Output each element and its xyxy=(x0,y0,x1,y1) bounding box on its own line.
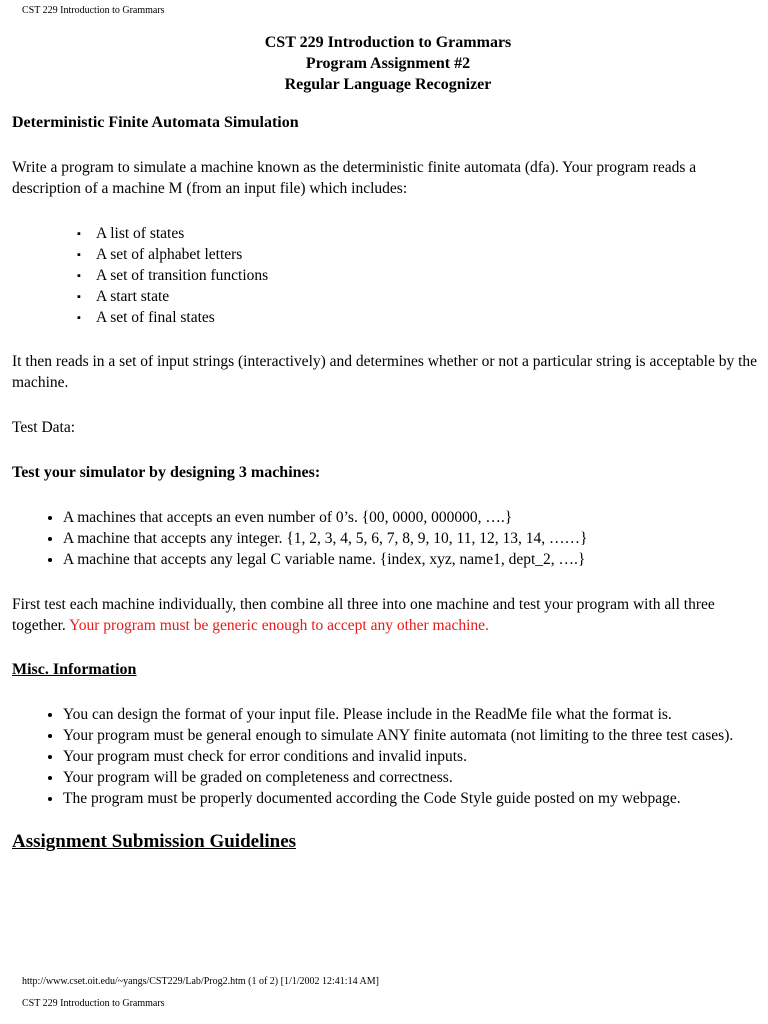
list-item: • A machine that accepts any legal C variable name. {index, xyz, name1, dept_2, ….} xyxy=(63,549,764,570)
section-heading-test: Test your simulator by designing 3 machines: xyxy=(12,464,321,481)
title-block xyxy=(12,32,764,95)
list-item: • Your program must check for error conditions and invalid inputs. xyxy=(63,746,764,767)
list-item: • A machines that accepts an even number of 0’s. {00, 0000, 000000, ….} xyxy=(63,507,764,528)
list-item: • A machine that accepts any integer. {1, 2, 3, 4, 5, 6, 7, 8, 9, 10, 11, 12, 13, 14, ……} xyxy=(63,528,764,549)
section-heading-submission: Assignment Submission Guidelines xyxy=(12,831,297,852)
misc-info-list xyxy=(12,704,764,809)
assignment-title: Program Assignment #2 xyxy=(305,55,471,72)
list-item: • The program must be properly documented according the Code Style guide posted on my webpage. xyxy=(63,788,764,809)
footer-title: CST 229 Introduction to Grammars xyxy=(22,998,165,1009)
list-item: ▪ A set of final states xyxy=(96,307,764,328)
machine-components-list xyxy=(12,223,764,328)
page-header-title: CST 229 Introduction to Grammars xyxy=(22,5,165,16)
section-heading-misc: Misc. Information xyxy=(12,661,137,678)
description-paragraph: It then reads in a set of input strings (interactively) and determines whether or not a particular string is acceptable by the machine. xyxy=(12,353,758,391)
list-item: ▪ A set of alphabet letters xyxy=(96,244,764,265)
footer-url: http://www.cset.oit.edu/~yangs/CST229/Lab/Prog2.htm (1 of 2) [1/1/2002 12:41:14 AM] xyxy=(22,976,379,987)
course-title: CST 229 Introduction to Grammars xyxy=(264,34,512,51)
assignment-subtitle: Regular Language Recognizer xyxy=(284,76,492,93)
generic-warning: Your program must be generic enough to accept any other machine. xyxy=(69,617,489,634)
combine-text: First test each machine individually, then combine all three into one machine and test your program with all three together. xyxy=(12,596,715,634)
test-data-label: Test Data: xyxy=(12,419,76,436)
list-item: • You can design the format of your input file. Please include in the ReadMe file what the format is. xyxy=(63,704,764,725)
combine-paragraph xyxy=(12,594,764,636)
list-item: • Your program must be general enough to simulate ANY finite automata (not limiting to the three test cases). xyxy=(63,725,764,746)
section-heading-dfa: Deterministic Finite Automata Simulation xyxy=(12,114,299,131)
document-body xyxy=(12,32,764,868)
test-machines-list xyxy=(12,507,764,570)
list-item: • Your program will be graded on completeness and correctness. xyxy=(63,767,764,788)
list-item: ▪ A start state xyxy=(96,286,764,307)
intro-paragraph: Write a program to simulate a machine known as the deterministic finite automata (dfa). Your program reads a description of a machine M (from an input file) which includes: xyxy=(12,159,697,197)
list-item: ▪ A set of transition functions xyxy=(96,265,764,286)
list-item: ▪ A list of states xyxy=(96,223,764,244)
